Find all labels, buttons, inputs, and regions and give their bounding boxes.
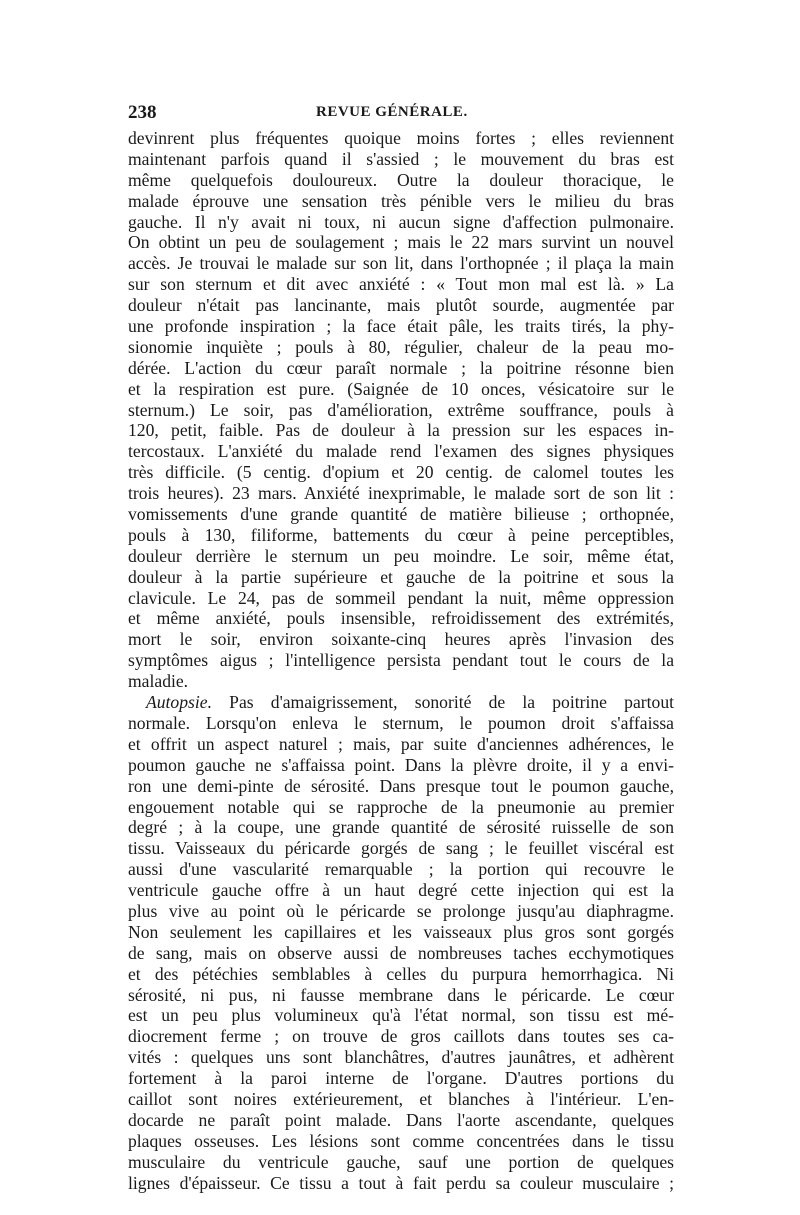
- text-line: musculaire du ventricule gauche, sauf une portion de quelques: [128, 1151, 674, 1172]
- text-line: même quelquefois douloureux. Outre la douleur thoracique, le: [128, 169, 674, 190]
- text-line: maintenant parfois quand il s'assied ; le mouvement du bras est: [128, 148, 674, 169]
- text-line: très difficile. (5 centig. d'opium et 20 centig. de calomel toutes les: [128, 462, 674, 483]
- text-line: On obtint un peu de soulagement ; mais le 22 mars survint un nouvel: [128, 232, 674, 253]
- text-line: maladie.: [128, 671, 189, 692]
- text-line: caillot sont noires extérieurement, et blanches à l'intérieur. L'en-: [128, 1088, 674, 1109]
- text-line: plus vive au point où le péricarde se prolonge jusqu'au diaphragme.: [128, 900, 674, 921]
- text-line: sionomie inquiète ; pouls à 80, régulier, chaleur de la peau mo-: [128, 336, 674, 357]
- text-line: fortement à la paroi interne de l'organe. D'autres portions du: [128, 1068, 674, 1089]
- text-line: 120, petit, faible. Pas de douleur à la pression sur les espaces in-: [128, 420, 674, 441]
- text-line: poumon gauche ne s'affaissa point. Dans la plèvre droite, il y a envi-: [128, 754, 674, 775]
- text-line: ventricule gauche offre à un haut degré cette injection qui est la: [128, 880, 674, 901]
- text-line: douleur à la partie supérieure et gauche de la poitrine et sous la: [128, 566, 674, 587]
- text-line: sternum.) Le soir, pas d'amélioration, extrême souffrance, pouls à: [128, 399, 674, 420]
- text-line: et des pétéchies semblables à celles du purpura hemorrhagica. Ni: [128, 963, 674, 984]
- text-line: vomissements d'une grande quantité de matière bilieuse ; orthopnée,: [128, 504, 674, 525]
- text-line: Non seulement les capillaires et les vaisseaux plus gros sont gorgés: [128, 921, 674, 942]
- text-line: tissu. Vaisseaux du péricarde gorgés de sang ; le feuillet viscéral est: [128, 838, 674, 859]
- text-line: aussi d'une vascularité remarquable ; la portion qui recouvre le: [128, 859, 674, 880]
- text-line: clavicule. Le 24, pas de sommeil pendant la nuit, même oppression: [128, 587, 674, 608]
- body-text: [128, 128, 674, 1193]
- document-page: [128, 98, 674, 1193]
- text-line: accès. Je trouvai le malade sur son lit, dans l'orthopnée ; il plaça la main: [128, 253, 674, 274]
- text-line: docarde ne paraît point malade. Dans l'aorte ascendante, quelques: [128, 1109, 674, 1130]
- text-line: dérée. L'action du cœur paraît normale ; la poitrine résonne bien: [128, 357, 674, 378]
- text-line: degré ; à la coupe, une grande quantité de sérosité ruisselle de son: [128, 817, 674, 838]
- text-line: sur son sternum et dit avec anxiété : « Tout mon mal est là. » La: [128, 274, 674, 295]
- text-line: mort le soir, environ soixante-cinq heures après l'invasion des: [128, 629, 674, 650]
- journal-title: REVUE GÉNÉRALE.: [316, 104, 468, 120]
- autopsy-paragraph-first-line: [128, 692, 674, 713]
- text-line: normale. Lorsqu'on enleva le sternum, le poumon droit s'affaissa: [128, 712, 674, 733]
- text-line: ron une demi-pinte de sérosité. Dans presque tout le poumon gauche,: [128, 775, 674, 796]
- text-line: gauche. Il n'y avait ni toux, ni aucun signe d'affection pulmonaire.: [128, 211, 674, 232]
- text-line: et même anxiété, pouls insensible, refroidissement des extrémités,: [128, 608, 674, 629]
- text-line: de sang, mais on observe aussi de nombreuses taches ecchymotiques: [128, 942, 674, 963]
- text-line: malade éprouve une sensation très pénible vers le milieu du bras: [128, 190, 674, 211]
- page-number: 238: [128, 102, 157, 123]
- text-line: pouls à 130, filiforme, battements du cœur à peine perceptibles,: [128, 524, 674, 545]
- text-line: et la respiration est pure. (Saignée de 10 onces, vésicatoire sur le: [128, 378, 674, 399]
- text-line: tercostaux. L'anxiété du malade rend l'examen des signes physiques: [128, 441, 674, 462]
- text-line: symptômes aigus ; l'intelligence persista pendant tout le cours de la: [128, 650, 674, 671]
- text-line: vités : quelques uns sont blanchâtres, d'autres jaunâtres, et adhèrent: [128, 1047, 674, 1068]
- text-line: lignes d'épaisseur. Ce tissu a tout à fait perdu sa couleur musculaire ;: [128, 1172, 674, 1193]
- autopsy-heading: Autopsie.: [146, 692, 212, 713]
- text-line: sérosité, ni pus, ni fausse membrane dans le péricarde. Le cœur: [128, 984, 674, 1005]
- text-line: une profonde inspiration ; la face était pâle, les traits tirés, la phy-: [128, 316, 674, 337]
- text-line: est un peu plus volumineux qu'à l'état normal, son tissu est mé-: [128, 1005, 674, 1026]
- text-line: et offrit un aspect naturel ; mais, par suite d'anciennes adhérences, le: [128, 733, 674, 754]
- text-line: douleur n'était pas lancinante, mais plutôt sourde, augmentée par: [128, 295, 674, 316]
- text-line: devinrent plus fréquentes quoique moins fortes ; elles reviennent: [128, 128, 674, 148]
- running-header: [128, 98, 674, 128]
- text-line: douleur derrière le sternum un peu moindre. Le soir, même état,: [128, 545, 674, 566]
- text-line: diocrement ferme ; on trouve de gros caillots dans toutes ses ca-: [128, 1026, 674, 1047]
- text-line: plaques osseuses. Les lésions sont comme concentrées dans le tissu: [128, 1130, 674, 1151]
- text-line: trois heures). 23 mars. Anxiété inexprimable, le malade sort de son lit :: [128, 483, 674, 504]
- text-line: engouement notable qui se rapproche de la pneumonie au premier: [128, 796, 674, 817]
- text-line: Pas d'amaigrissement, sonorité de la poitrine partout: [229, 692, 674, 713]
